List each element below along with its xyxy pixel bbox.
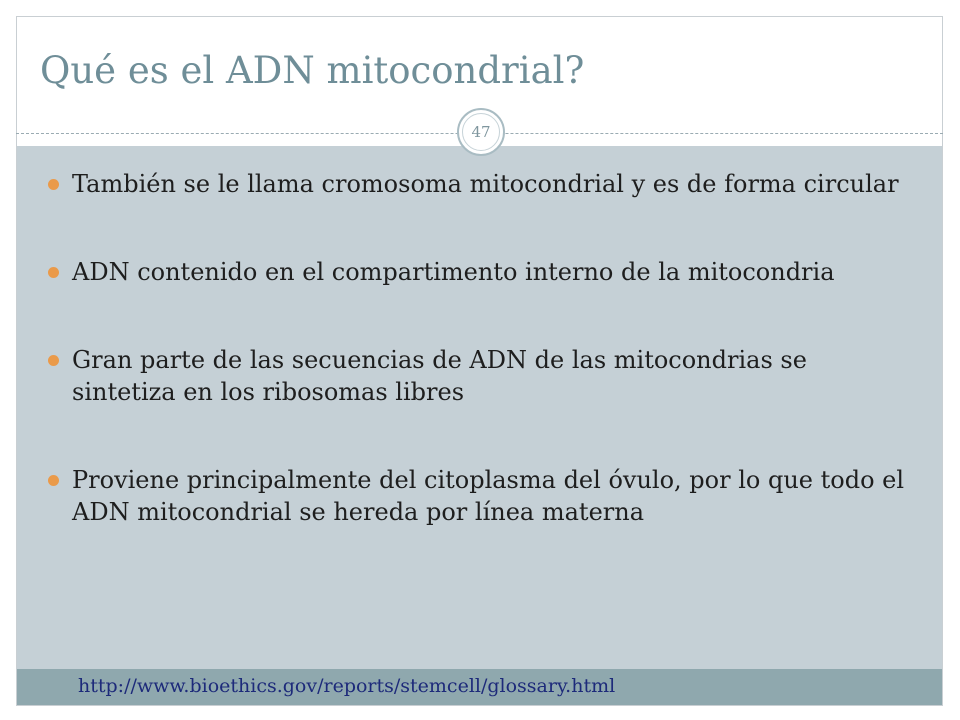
bullet-icon: [48, 475, 59, 486]
bullet-item: [48, 344, 908, 408]
slide-title: Qué es el ADN mitocondrial?: [40, 49, 585, 92]
page-number: 47: [471, 123, 491, 141]
bullet-list: [48, 168, 908, 528]
bullet-item: [48, 464, 908, 528]
bullet-icon: [48, 355, 59, 366]
bullet-text: Proviene principalmente del citoplasma del óvulo, por lo que todo el ADN mitocondrial se hereda por línea materna: [72, 466, 905, 526]
page-number-badge: [457, 108, 505, 156]
source-link[interactable]: http://www.bioethics.gov/reports/stemcell/glossary.html: [78, 675, 616, 697]
bullet-item: [48, 168, 908, 200]
bullet-item: [48, 256, 908, 288]
bullet-text: ADN contenido en el compartimento interno de la mitocondria: [72, 258, 835, 286]
bullet-icon: [48, 267, 59, 278]
bullet-text: También se le llama cromosoma mitocondrial y es de forma circular: [72, 170, 899, 198]
bullet-icon: [48, 179, 59, 190]
bullet-text: Gran parte de las secuencias de ADN de las mitocondrias se sintetiza en los ribosomas libres: [72, 346, 807, 406]
